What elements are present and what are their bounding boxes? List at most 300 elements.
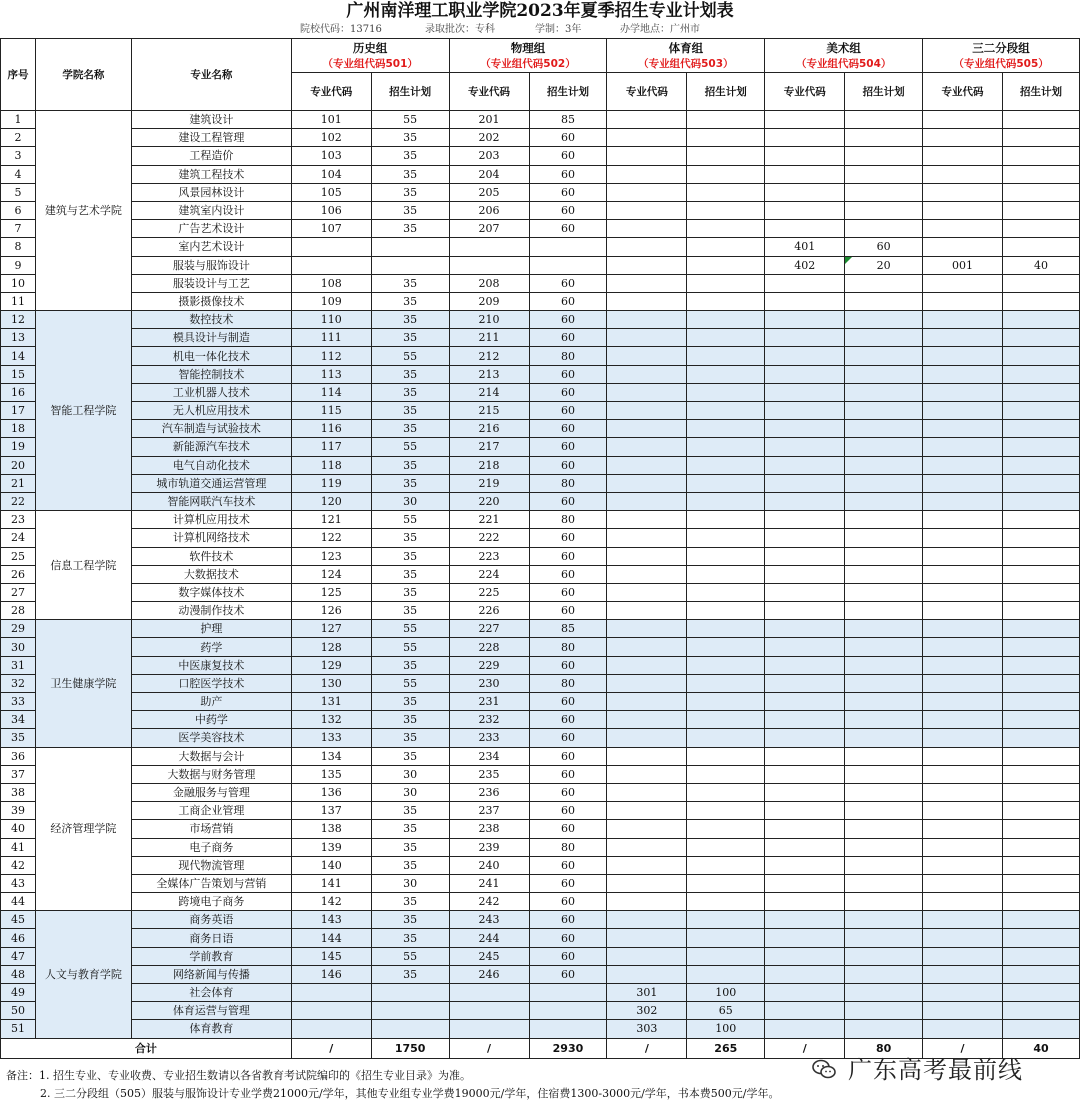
cell-32-code bbox=[923, 111, 1003, 129]
header-major: 专业名称 bbox=[131, 39, 291, 111]
cell-history-code: 141 bbox=[291, 874, 371, 892]
cell-art-code bbox=[765, 365, 845, 383]
cell-sports-code bbox=[607, 947, 687, 965]
table-row bbox=[1, 438, 1080, 456]
cell-32-code bbox=[923, 765, 1003, 783]
cell-history-code: 107 bbox=[291, 220, 371, 238]
cell-sports-plan bbox=[687, 129, 765, 147]
cell-sports-code bbox=[607, 111, 687, 129]
major-name: 室内艺术设计 bbox=[131, 238, 291, 256]
cell-32-code bbox=[923, 820, 1003, 838]
cell-sports-plan bbox=[687, 438, 765, 456]
cell-physics-plan: 60 bbox=[529, 274, 607, 292]
cell-history-code: 120 bbox=[291, 492, 371, 510]
row-index: 45 bbox=[1, 911, 36, 929]
table-row bbox=[1, 311, 1080, 329]
cell-art-code bbox=[765, 201, 845, 219]
cell-art-code bbox=[765, 856, 845, 874]
subheader-sports-code: 专业代码 bbox=[607, 73, 687, 111]
major-name: 软件技术 bbox=[131, 547, 291, 565]
cell-sports-code bbox=[607, 656, 687, 674]
cell-art-plan bbox=[845, 929, 923, 947]
cell-32-plan bbox=[1002, 474, 1079, 492]
cell-art-code bbox=[765, 438, 845, 456]
table-row bbox=[1, 838, 1080, 856]
cell-physics-code: 237 bbox=[449, 802, 529, 820]
table-row bbox=[1, 129, 1080, 147]
cell-art-code bbox=[765, 765, 845, 783]
cell-physics-code: 243 bbox=[449, 911, 529, 929]
cell-32-plan bbox=[1002, 765, 1079, 783]
cell-physics-code: 224 bbox=[449, 565, 529, 583]
cell-32-plan bbox=[1002, 183, 1079, 201]
cell-32-plan bbox=[1002, 147, 1079, 165]
cell-sports-code bbox=[607, 838, 687, 856]
cell-physics-code: 245 bbox=[449, 947, 529, 965]
total-value: / bbox=[765, 1038, 845, 1058]
cell-history-code bbox=[291, 1002, 371, 1020]
cell-physics-code: 227 bbox=[449, 620, 529, 638]
major-name: 建筑设计 bbox=[131, 111, 291, 129]
cell-art-code bbox=[765, 547, 845, 565]
cell-physics-code: 212 bbox=[449, 347, 529, 365]
cell-32-code bbox=[923, 420, 1003, 438]
cell-physics-plan: 60 bbox=[529, 292, 607, 310]
cell-art-plan bbox=[845, 129, 923, 147]
cell-physics-code: 222 bbox=[449, 529, 529, 547]
cell-art-code bbox=[765, 311, 845, 329]
cell-32-code bbox=[923, 747, 1003, 765]
cell-art-plan bbox=[845, 147, 923, 165]
table-row bbox=[1, 911, 1080, 929]
cell-32-code bbox=[923, 474, 1003, 492]
cell-physics-plan: 60 bbox=[529, 165, 607, 183]
subheader-physics-plan: 招生计划 bbox=[529, 73, 607, 111]
cell-history-code: 130 bbox=[291, 674, 371, 692]
row-index: 44 bbox=[1, 893, 36, 911]
cell-32-plan bbox=[1002, 947, 1079, 965]
cell-art-plan bbox=[845, 547, 923, 565]
cell-32-plan bbox=[1002, 238, 1079, 256]
row-index: 19 bbox=[1, 438, 36, 456]
major-name: 工程造价 bbox=[131, 147, 291, 165]
cell-32-code bbox=[923, 311, 1003, 329]
table-row bbox=[1, 420, 1080, 438]
cell-history-plan: 35 bbox=[371, 365, 449, 383]
cell-history-code: 135 bbox=[291, 765, 371, 783]
cell-physics-plan: 60 bbox=[529, 492, 607, 510]
cell-sports-plan bbox=[687, 383, 765, 401]
cell-sports-plan bbox=[687, 838, 765, 856]
cell-sports-code bbox=[607, 256, 687, 274]
cell-art-plan bbox=[845, 984, 923, 1002]
major-name: 网络新闻与传播 bbox=[131, 965, 291, 983]
cell-history-code: 112 bbox=[291, 347, 371, 365]
cell-32-code bbox=[923, 874, 1003, 892]
cell-32-code bbox=[923, 129, 1003, 147]
cell-32-code bbox=[923, 220, 1003, 238]
cell-32-plan bbox=[1002, 311, 1079, 329]
cell-history-plan: 35 bbox=[371, 383, 449, 401]
table-row bbox=[1, 347, 1080, 365]
cell-physics-plan: 60 bbox=[529, 729, 607, 747]
major-name: 商务英语 bbox=[131, 911, 291, 929]
cell-art-plan bbox=[845, 111, 923, 129]
cell-sports-plan bbox=[687, 492, 765, 510]
cell-32-plan: 40 bbox=[1002, 256, 1079, 274]
cell-history-plan: 35 bbox=[371, 929, 449, 947]
cell-sports-code bbox=[607, 783, 687, 801]
cell-history-plan: 35 bbox=[371, 311, 449, 329]
major-name: 服装与服饰设计 bbox=[131, 256, 291, 274]
major-name: 广告艺术设计 bbox=[131, 220, 291, 238]
cell-32-code bbox=[923, 656, 1003, 674]
cell-sports-plan bbox=[687, 620, 765, 638]
subheader-32-code: 专业代码 bbox=[923, 73, 1003, 111]
row-index: 3 bbox=[1, 147, 36, 165]
row-index: 42 bbox=[1, 856, 36, 874]
cell-sports-code bbox=[607, 347, 687, 365]
table-row bbox=[1, 456, 1080, 474]
cell-physics-code: 231 bbox=[449, 693, 529, 711]
cell-art-plan bbox=[845, 274, 923, 292]
major-name: 金融服务与管理 bbox=[131, 783, 291, 801]
cell-art-plan bbox=[845, 965, 923, 983]
school-info bbox=[0, 22, 1080, 38]
table-row bbox=[1, 874, 1080, 892]
cell-art-plan bbox=[845, 292, 923, 310]
cell-32-code bbox=[923, 638, 1003, 656]
cell-history-plan: 55 bbox=[371, 111, 449, 129]
cell-sports-code bbox=[607, 511, 687, 529]
row-index: 25 bbox=[1, 547, 36, 565]
row-index: 49 bbox=[1, 984, 36, 1002]
cell-physics-code: 203 bbox=[449, 147, 529, 165]
table-row bbox=[1, 547, 1080, 565]
header-group-sports: 体育组 （专业组代码503） bbox=[607, 39, 765, 73]
row-index: 43 bbox=[1, 874, 36, 892]
cell-sports-plan bbox=[687, 183, 765, 201]
cell-sports-plan bbox=[687, 565, 765, 583]
cell-32-plan bbox=[1002, 111, 1079, 129]
cell-art-plan bbox=[845, 656, 923, 674]
cell-art-plan bbox=[845, 820, 923, 838]
row-index: 31 bbox=[1, 656, 36, 674]
cell-32-code bbox=[923, 602, 1003, 620]
cell-art-plan bbox=[845, 838, 923, 856]
cell-32-code bbox=[923, 274, 1003, 292]
cell-32-code bbox=[923, 238, 1003, 256]
cell-sports-plan bbox=[687, 311, 765, 329]
cell-physics-code: 202 bbox=[449, 129, 529, 147]
cell-32-code bbox=[923, 402, 1003, 420]
cell-physics-plan: 60 bbox=[529, 747, 607, 765]
major-name: 电子商务 bbox=[131, 838, 291, 856]
total-value: / bbox=[607, 1038, 687, 1058]
cell-physics-code: 235 bbox=[449, 765, 529, 783]
cell-history-code: 115 bbox=[291, 402, 371, 420]
cell-sports-code bbox=[607, 965, 687, 983]
cell-art-plan bbox=[845, 383, 923, 401]
cell-32-plan bbox=[1002, 674, 1079, 692]
cell-history-plan bbox=[371, 256, 449, 274]
cell-32-code bbox=[923, 165, 1003, 183]
cell-physics-code: 236 bbox=[449, 783, 529, 801]
table-row bbox=[1, 111, 1080, 129]
cell-history-code: 105 bbox=[291, 183, 371, 201]
cell-history-plan: 35 bbox=[371, 656, 449, 674]
cell-physics-code: 232 bbox=[449, 711, 529, 729]
row-index: 33 bbox=[1, 693, 36, 711]
cell-sports-code bbox=[607, 583, 687, 601]
cell-sports-plan bbox=[687, 765, 765, 783]
total-value: 2930 bbox=[529, 1038, 607, 1058]
cell-sports-plan bbox=[687, 947, 765, 965]
cell-32-code bbox=[923, 893, 1003, 911]
cell-history-plan: 35 bbox=[371, 838, 449, 856]
cell-history-code: 101 bbox=[291, 111, 371, 129]
table-row bbox=[1, 929, 1080, 947]
cell-history-plan: 35 bbox=[371, 165, 449, 183]
table-row bbox=[1, 165, 1080, 183]
row-index: 24 bbox=[1, 529, 36, 547]
cell-art-code bbox=[765, 1020, 845, 1038]
cell-history-code: 106 bbox=[291, 201, 371, 219]
cell-physics-plan: 60 bbox=[529, 602, 607, 620]
table-row bbox=[1, 238, 1080, 256]
cell-32-code bbox=[923, 147, 1003, 165]
major-name: 中药学 bbox=[131, 711, 291, 729]
cell-physics-plan: 60 bbox=[529, 911, 607, 929]
cell-sports-code bbox=[607, 820, 687, 838]
cell-sports-plan bbox=[687, 929, 765, 947]
table-row bbox=[1, 274, 1080, 292]
cell-art-code bbox=[765, 874, 845, 892]
cell-sports-plan bbox=[687, 201, 765, 219]
table-row bbox=[1, 638, 1080, 656]
cell-history-plan: 55 bbox=[371, 347, 449, 365]
cell-32-plan bbox=[1002, 402, 1079, 420]
cell-physics-code: 230 bbox=[449, 674, 529, 692]
cell-sports-plan: 65 bbox=[687, 1002, 765, 1020]
table-row bbox=[1, 529, 1080, 547]
row-index: 15 bbox=[1, 365, 36, 383]
cell-32-plan bbox=[1002, 583, 1079, 601]
total-value: 80 bbox=[845, 1038, 923, 1058]
table-row bbox=[1, 747, 1080, 765]
cell-physics-code: 213 bbox=[449, 365, 529, 383]
cell-32-plan bbox=[1002, 329, 1079, 347]
cell-physics-plan: 60 bbox=[529, 456, 607, 474]
cell-sports-plan bbox=[687, 729, 765, 747]
row-index: 22 bbox=[1, 492, 36, 510]
cell-art-code: 402 bbox=[765, 256, 845, 274]
cell-physics-code: 233 bbox=[449, 729, 529, 747]
row-index: 13 bbox=[1, 329, 36, 347]
cell-history-code: 139 bbox=[291, 838, 371, 856]
cell-physics-plan: 80 bbox=[529, 638, 607, 656]
cell-physics-plan: 60 bbox=[529, 893, 607, 911]
cell-art-plan bbox=[845, 201, 923, 219]
row-index: 32 bbox=[1, 674, 36, 692]
cell-physics-plan: 80 bbox=[529, 838, 607, 856]
major-name: 全媒体广告策划与营销 bbox=[131, 874, 291, 892]
major-name: 中医康复技术 bbox=[131, 656, 291, 674]
cell-physics-code: 223 bbox=[449, 547, 529, 565]
cell-history-code: 131 bbox=[291, 693, 371, 711]
major-name: 市场营销 bbox=[131, 820, 291, 838]
cell-art-plan bbox=[845, 874, 923, 892]
row-index: 18 bbox=[1, 420, 36, 438]
cell-32-code bbox=[923, 711, 1003, 729]
cell-sports-code bbox=[607, 402, 687, 420]
row-index: 4 bbox=[1, 165, 36, 183]
cell-art-code bbox=[765, 383, 845, 401]
table-row bbox=[1, 329, 1080, 347]
row-index: 23 bbox=[1, 511, 36, 529]
major-name: 智能网联汽车技术 bbox=[131, 492, 291, 510]
cell-art-plan bbox=[845, 911, 923, 929]
cell-physics-code: 246 bbox=[449, 965, 529, 983]
major-name: 医学美容技术 bbox=[131, 729, 291, 747]
cell-history-code: 145 bbox=[291, 947, 371, 965]
major-name: 助产 bbox=[131, 693, 291, 711]
row-index: 5 bbox=[1, 183, 36, 201]
cell-32-plan bbox=[1002, 729, 1079, 747]
cell-sports-code bbox=[607, 311, 687, 329]
cell-sports-code bbox=[607, 201, 687, 219]
cell-art-plan bbox=[845, 492, 923, 510]
cell-sports-plan bbox=[687, 402, 765, 420]
table-row bbox=[1, 893, 1080, 911]
cell-history-plan: 35 bbox=[371, 547, 449, 565]
cell-history-plan: 35 bbox=[371, 602, 449, 620]
cell-32-plan bbox=[1002, 129, 1079, 147]
cell-history-code: 104 bbox=[291, 165, 371, 183]
cell-32-code bbox=[923, 492, 1003, 510]
cell-32-code bbox=[923, 929, 1003, 947]
table-row bbox=[1, 947, 1080, 965]
cell-history-plan: 35 bbox=[371, 711, 449, 729]
header-group-32: 三二分段组 （专业组代码505） bbox=[923, 39, 1080, 73]
cell-32-plan bbox=[1002, 438, 1079, 456]
row-index: 47 bbox=[1, 947, 36, 965]
cell-32-code bbox=[923, 729, 1003, 747]
cell-physics-plan: 60 bbox=[529, 693, 607, 711]
cell-art-plan bbox=[845, 802, 923, 820]
table-row bbox=[1, 292, 1080, 310]
cell-physics-plan: 60 bbox=[529, 765, 607, 783]
cell-history-code: 128 bbox=[291, 638, 371, 656]
cell-art-code bbox=[765, 111, 845, 129]
cell-art-plan bbox=[845, 765, 923, 783]
table-row bbox=[1, 965, 1080, 983]
cell-physics-plan: 60 bbox=[529, 420, 607, 438]
cell-32-plan bbox=[1002, 965, 1079, 983]
cell-sports-plan bbox=[687, 802, 765, 820]
cell-history-code bbox=[291, 984, 371, 1002]
cell-physics-plan: 80 bbox=[529, 474, 607, 492]
cell-art-code bbox=[765, 292, 845, 310]
cell-physics-plan: 60 bbox=[529, 656, 607, 674]
cell-sports-code bbox=[607, 292, 687, 310]
cell-art-code bbox=[765, 638, 845, 656]
total-value: 40 bbox=[1002, 1038, 1079, 1058]
cell-physics-code: 229 bbox=[449, 656, 529, 674]
cell-32-plan bbox=[1002, 620, 1079, 638]
cell-32-code bbox=[923, 292, 1003, 310]
cell-history-code: 109 bbox=[291, 292, 371, 310]
cell-history-plan bbox=[371, 1002, 449, 1020]
header-group-physics: 物理组 （专业组代码502） bbox=[449, 39, 607, 73]
row-index: 17 bbox=[1, 402, 36, 420]
table-row bbox=[1, 492, 1080, 510]
cell-32-code bbox=[923, 547, 1003, 565]
cell-art-code bbox=[765, 729, 845, 747]
cell-history-code: 118 bbox=[291, 456, 371, 474]
cell-physics-plan: 60 bbox=[529, 947, 607, 965]
subheader-art-code: 专业代码 bbox=[765, 73, 845, 111]
enrollment-plan-table bbox=[0, 38, 1080, 1059]
cell-art-plan bbox=[845, 638, 923, 656]
cell-physics-code: 209 bbox=[449, 292, 529, 310]
row-index: 35 bbox=[1, 729, 36, 747]
cell-32-plan bbox=[1002, 274, 1079, 292]
cell-physics-code: 207 bbox=[449, 220, 529, 238]
cell-art-plan bbox=[845, 329, 923, 347]
major-name: 大数据与财务管理 bbox=[131, 765, 291, 783]
cell-history-plan: 35 bbox=[371, 747, 449, 765]
cell-sports-code bbox=[607, 802, 687, 820]
cell-history-plan: 35 bbox=[371, 583, 449, 601]
major-name: 计算机网络技术 bbox=[131, 529, 291, 547]
cell-art-code bbox=[765, 893, 845, 911]
cell-art-plan bbox=[845, 583, 923, 601]
cell-32-plan bbox=[1002, 747, 1079, 765]
cell-physics-code bbox=[449, 1020, 529, 1038]
page-title: 广州南洋理工职业学院2023年夏季招生专业计划表 bbox=[346, 1, 734, 21]
cell-art-code bbox=[765, 474, 845, 492]
major-name: 工商企业管理 bbox=[131, 802, 291, 820]
cell-sports-plan bbox=[687, 165, 765, 183]
cell-history-code: 133 bbox=[291, 729, 371, 747]
cell-art-plan bbox=[845, 511, 923, 529]
cell-sports-code bbox=[607, 638, 687, 656]
table-row bbox=[1, 693, 1080, 711]
note-1: 备注：1. 招生专业、专业收费、专业招生数请以各省教育考试院编印的《招生专业目录》为准。 bbox=[6, 1069, 471, 1082]
cell-sports-code bbox=[607, 274, 687, 292]
cell-32-code bbox=[923, 365, 1003, 383]
cell-history-plan: 35 bbox=[371, 329, 449, 347]
row-index: 14 bbox=[1, 347, 36, 365]
cell-sports-code bbox=[607, 129, 687, 147]
major-name: 护理 bbox=[131, 620, 291, 638]
total-value: / bbox=[923, 1038, 1003, 1058]
cell-history-plan: 30 bbox=[371, 874, 449, 892]
major-name: 城市轨道交通运营管理 bbox=[131, 474, 291, 492]
row-index: 10 bbox=[1, 274, 36, 292]
cell-history-plan: 35 bbox=[371, 402, 449, 420]
cell-sports-plan bbox=[687, 874, 765, 892]
cell-physics-plan: 80 bbox=[529, 511, 607, 529]
school-code: 院校代码：13716 bbox=[300, 24, 382, 35]
cell-sports-code bbox=[607, 893, 687, 911]
major-name: 摄影摄像技术 bbox=[131, 292, 291, 310]
cell-art-plan bbox=[845, 729, 923, 747]
cell-32-plan bbox=[1002, 565, 1079, 583]
table-row bbox=[1, 511, 1080, 529]
cell-history-code: 108 bbox=[291, 274, 371, 292]
